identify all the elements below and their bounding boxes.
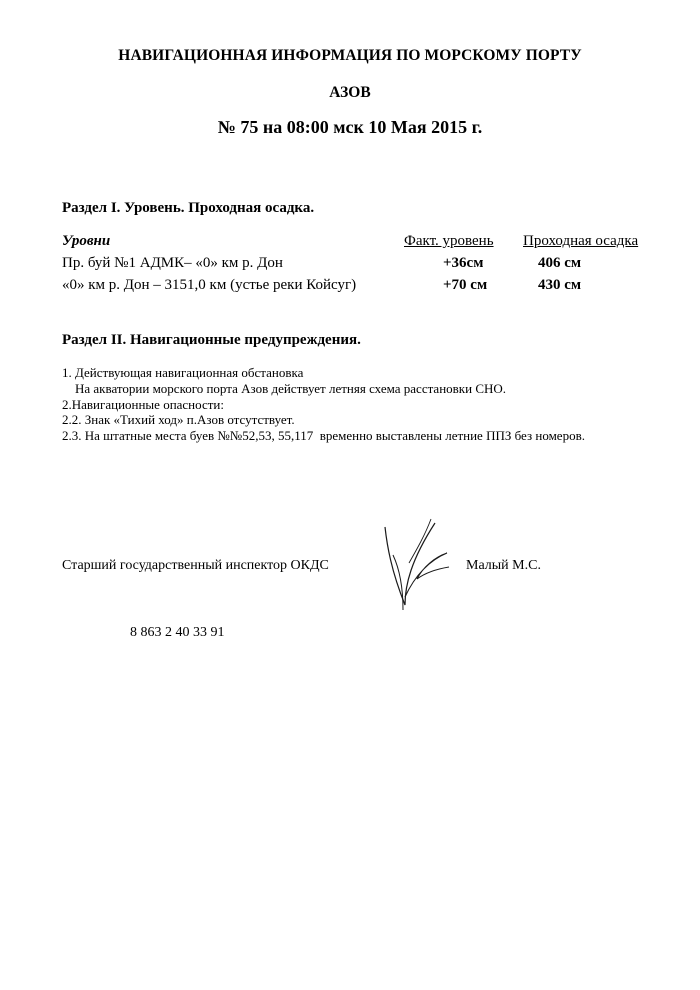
section2-heading: Раздел II. Навигационные предупреждения. [62, 332, 361, 348]
level-row-label: Пр. буй №1 АДМК– «0» км р. Дон [62, 255, 283, 271]
section1-heading: Раздел I. Уровень. Проходная осадка. [62, 200, 315, 216]
levels-column-label: Уровни [62, 233, 111, 249]
warning-line: 1. Действующая навигационная обстановка [62, 365, 304, 380]
contact-phone: 8 863 2 40 33 91 [130, 625, 225, 640]
level-row-fact: +70 см [443, 277, 488, 293]
signatory-position: Старший государственный инспектор ОКДС [62, 558, 329, 573]
level-row-draft: 430 см [538, 277, 582, 293]
bulletin-number-date: № 75 на 08:00 мск 10 Мая 2015 г. [217, 117, 483, 137]
handwritten-signature [375, 515, 455, 615]
warning-line: 2.2. Знак «Тихий ход» п.Азов отсутствует. [62, 412, 295, 427]
warning-line: 2.Навигационные опасности: [62, 397, 224, 412]
level-row-fact: +36см [443, 255, 484, 271]
warning-line: На акватории морского порта Азов действует летняя схема расстановки СНО. [62, 381, 507, 396]
signatory-name: Малый М.С. [466, 558, 541, 573]
port-name: АЗОВ [329, 84, 371, 101]
document-title: НАВИГАЦИОННАЯ ИНФОРМАЦИЯ ПО МОРСКОМУ ПОРТУ [118, 47, 582, 64]
warning-line: 2.3. На штатные места буев №№52,53, 55,117 временно выставлены летние ППЗ без номеров. [62, 428, 585, 443]
level-row-label: «0» км р. Дон – 3151,0 км (устье реки Койсуг) [62, 277, 357, 293]
draft-column-header: Проходная осадка [523, 233, 639, 249]
fact-level-column-header: Факт. уровень [404, 233, 494, 249]
level-row-draft: 406 см [538, 255, 582, 271]
